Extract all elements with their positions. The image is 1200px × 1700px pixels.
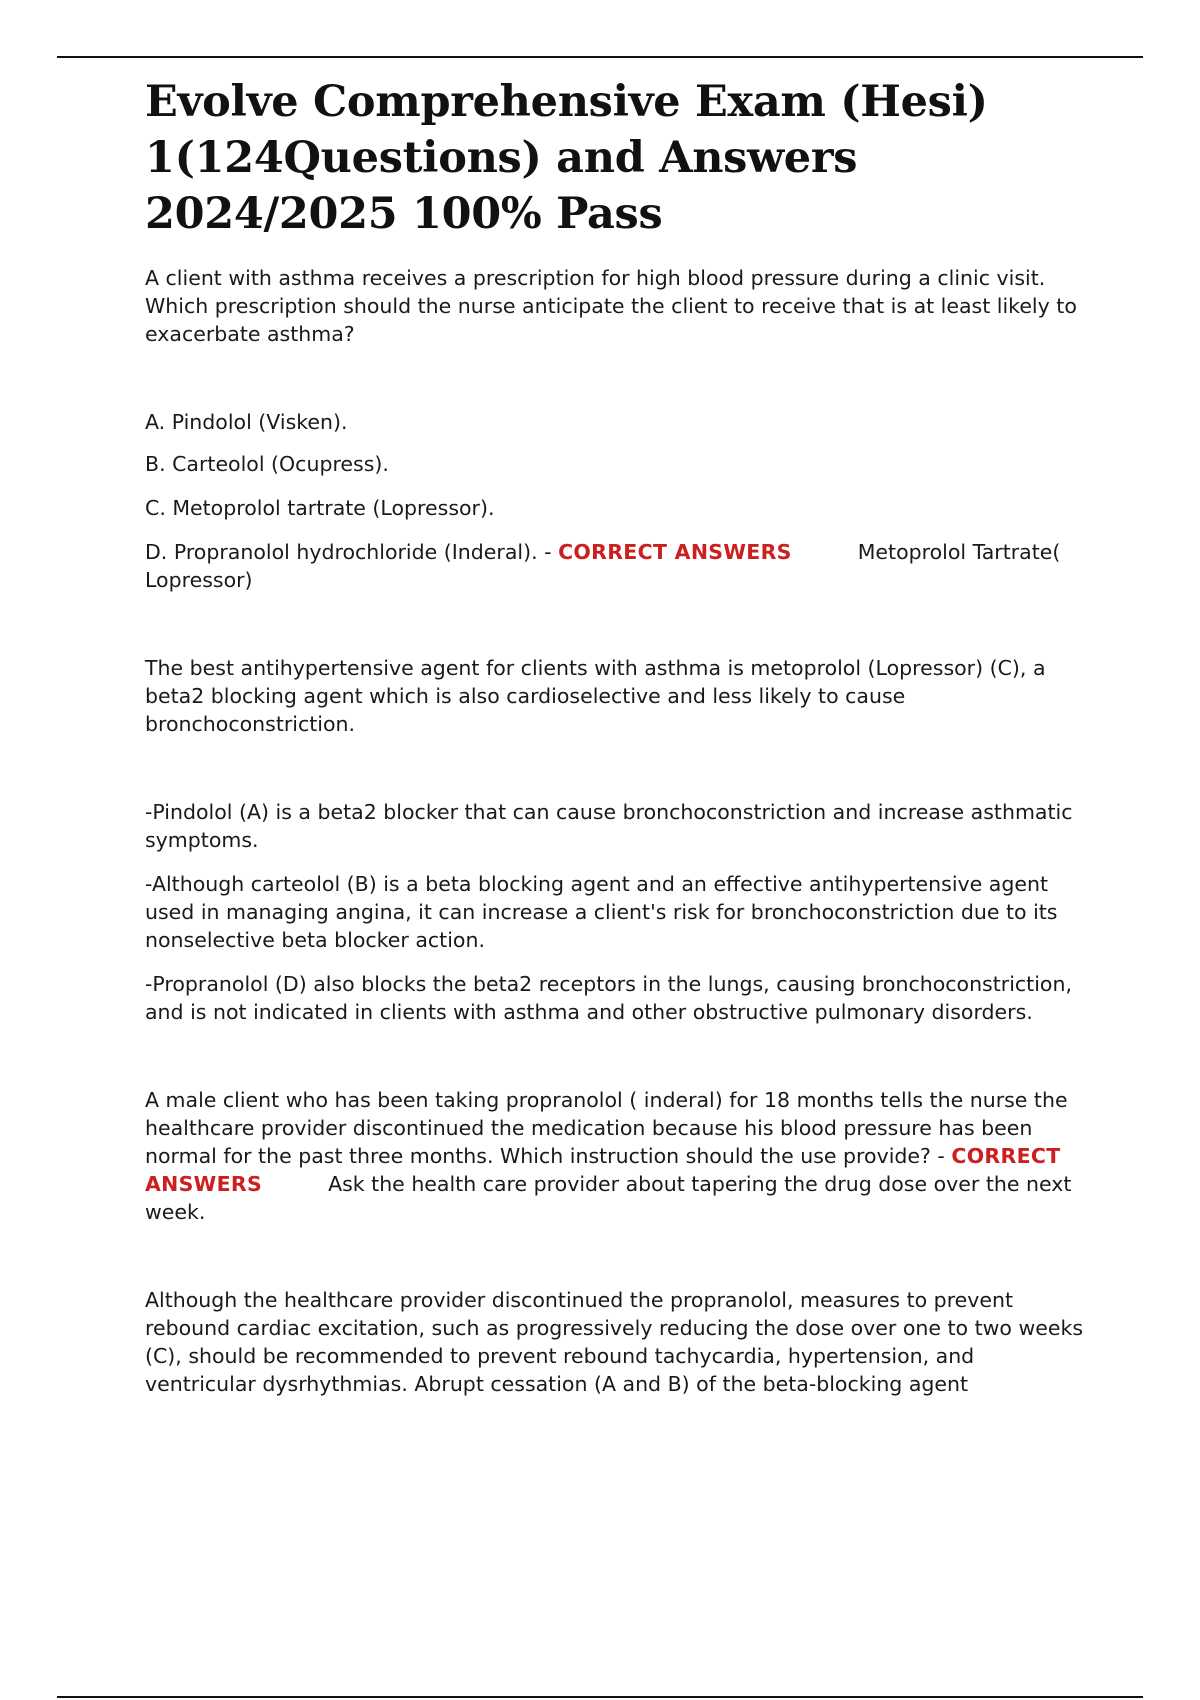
q2-correct-answers-tag: CORRECT ANSWERS [145,1144,1061,1196]
q1-rationale: The best antihypertensive agent for clients with asthma is metoprolol (Lopressor) (C), a beta2 blocking agent which is also cardioselective and less likely to cause bronchoconstriction. [145,656,1046,736]
top-rule [57,56,1143,58]
q2-question: A male client who has been taking propranolol ( inderal) for 18 months tells the nurse the healthcare provider discontinued the medication because his blood pressure has been normal for the past three months. Which instruction should the use provide? - [145,1088,1068,1168]
bottom-rule [57,1696,1143,1698]
q1-note-b: -Although carteolol (B) is a beta blocking agent and an effective antihypertensive agent used in managing angina, it can increase a client's risk for bronchoconstriction due to its nonselective beta blocker action. [145,872,1058,952]
document-body [145,74,1090,1398]
q1-note-a: -Pindolol (A) is a beta2 blocker that can cause bronchoconstriction and increase asthmatic symptoms. [145,800,1073,852]
q1-option-c: C. Metoprolol tartrate (Lopressor). [145,496,495,520]
q1-option-a: A. Pindolol (Visken). [145,410,348,434]
document-title: Evolve Comprehensive Exam (Hesi) 1(124Questions) and Answers 2024/2025 100% Pass [145,77,988,239]
q1-correct-answers-tag: CORRECT ANSWERS [558,540,792,564]
q2-answer-text: Ask the health care provider about tapering the drug dose over the next week. [145,1172,1072,1224]
q1-option-d: D. Propranolol hydrochloride (Inderal). - [145,540,552,564]
q2-rationale: Although the healthcare provider discontinued the propranolol, measures to prevent rebound cardiac excitation, such as progressively reducing the dose over one to two weeks (C), should be recommended to prevent rebound tachycardia, hypertension, and ventricular dysrhythmias. Abrupt cessation (A and B) of the beta-blocking agent [145,1288,1084,1396]
q1-note-d: -Propranolol (D) also blocks the beta2 receptors in the lungs, causing bronchoconstriction, and is not indicated in clients with asthma and other obstructive pulmonary disorders. [145,972,1072,1024]
q1-answer-text: Metoprolol Tartrate( Lopressor) [145,540,1061,592]
q1-option-d-with-answer [145,538,1090,594]
q2-question-with-answer [145,1086,1090,1226]
q1-option-b: B. Carteolol (Ocupress). [145,452,389,476]
q1-question: A client with asthma receives a prescription for high blood pressure during a clinic visit. Which prescription should the nurse anticipate the client to receive that is at least likely to exacerbate asthma? [145,266,1077,346]
